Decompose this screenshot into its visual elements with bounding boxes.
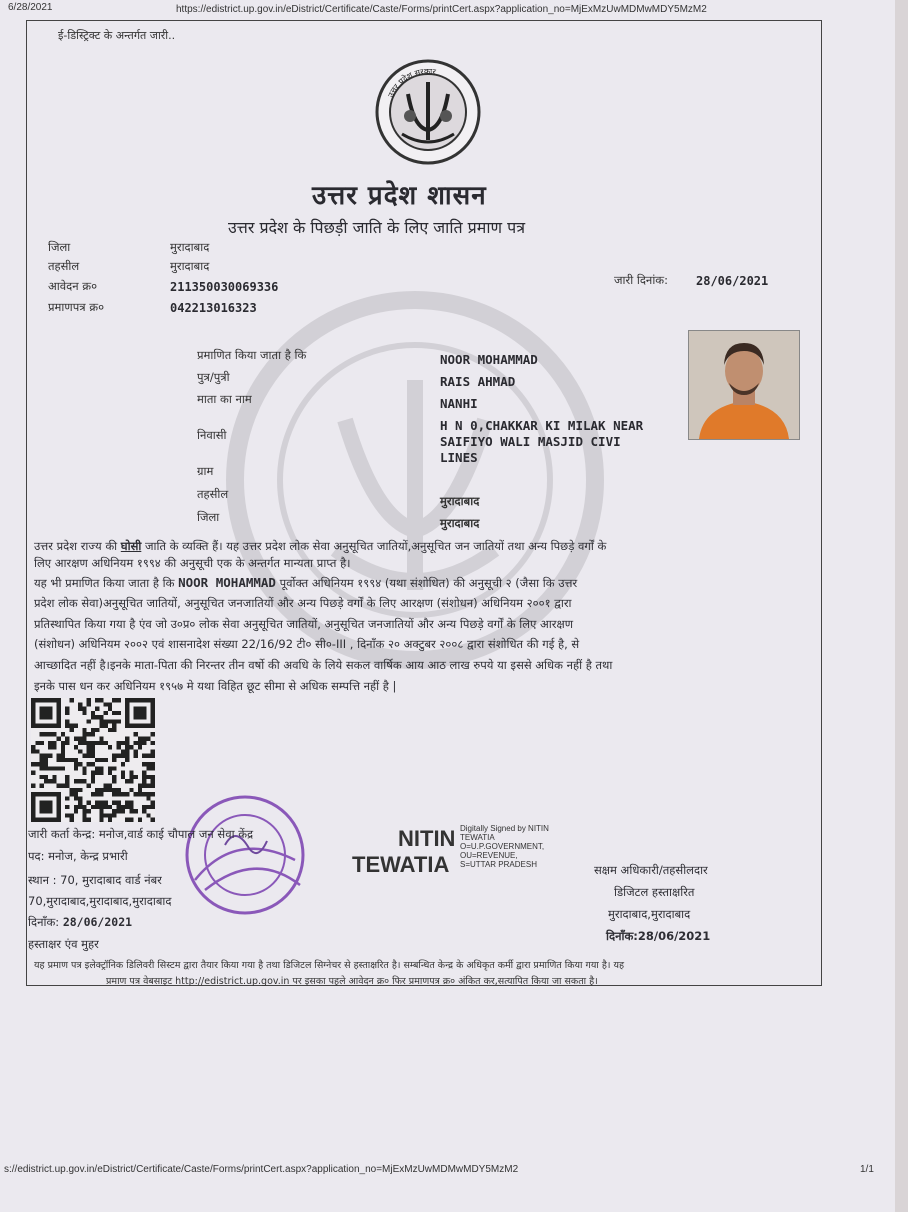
body-paragraph-2-line-4: (संशोधन) अधिनियम २००२ एवं शासनादेश संख्या 22/16/92 टी० सी०-III , दिनाँक २० अक्टुबर २००८ द्वारा संशोधित की गई है, से [34,637,580,651]
parent-label: पुत्र/पुत्री [197,370,230,384]
signature-seal-label: हस्ताक्षर एंव मुहर [28,937,99,951]
authority-place: मुरादाबाद,मुरादाबाद [608,907,691,921]
body-paragraph-2-line-2: प्रदेश लोक सेवा)अनुसूचित जातियों, अनुसूचित जनजातियों और अन्य पिछड़े वर्गों के लिए आरक्षण (संशोधन) अधिनियम २००१ द्वारा [34,596,572,610]
certificate-number-label: प्रमाणपत्र क्र० [48,300,105,314]
certificate-number-value: 042213016323 [170,301,257,315]
detail-tehsil-label: तहसील [197,487,229,501]
body-paragraph-1-line-2: लिए आरक्षण अधिनियम १९९४ की अनुसूची एक के अन्तर्गत मान्यता प्राप्त है। [34,556,351,570]
issue-date-label: जारी दिनांक: [614,273,669,287]
page-title: उत्तर प्रदेश शासन [312,181,487,211]
village-label: ग्राम [197,464,214,478]
authority-digital: डिजिटल हस्ताक्षरित [614,885,695,899]
authority-date: दिनाँक:28/06/2021 [606,929,711,943]
qr-code [30,698,156,822]
body-paragraph-2-line-6: इनके पास धन कर अधिनियम १९५७ मे यथा विहित छूट सीमा से अधिक सम्पत्ति नहीं है | [34,679,397,693]
footnote-line-1: यह प्रमाण पत्र इलेक्ट्रॉनिक डिलिवरी सिस्टम द्वारा तैयार किया गया है तथा डिजिटल सिग्नेचर से हस्ताक्षरित है। सम्बन्धित केन्द्र के अधिकृत कर्मी द्वारा प्रमाणित किया गया है। यह [34,960,625,971]
mother-name: NANHI [440,396,478,411]
watermark-emblem-icon [225,290,605,670]
address-line-1: H N 0,CHAKKAR KI MILAK NEAR [440,418,644,433]
meta-district-label: जिला [48,240,71,254]
detail-tehsil-value: मुरादाबाद [440,494,480,508]
mother-label: माता का नाम [197,392,252,406]
body-paragraph-2-line-5: आच्छादित नहीं है।इनके माता-पिता की निरन्तर तीन वर्षो की अवधि के लिये सकल वार्षिक आय आठ लाख रुपये या इससे अधिक नहीं है तथा [34,658,613,672]
body-paragraph-1-line-1: उत्तर प्रदेश राज्य की घोसी जाति के व्यक्ति हैं। यह उत्तर प्रदेश लोक सेवा अनुसूचित जातियों,अनुसूचित जन जातियों तथा अन्य पिछड़े वर्गों के [34,539,607,553]
application-number-label: आवेदन क्र० [48,279,98,293]
body-paragraph-2-line-1: यह भी प्रमाणित किया जाता है कि NOOR MOHAMMAD पूर्वोक्त अधिनियम १९९४ (यथा संशोधित) की अनुसूची २ (जैसा कि उत्तर [34,575,578,590]
svg-text:उत्तर प्रदेश सरकार: उत्तर प्रदेश सरकार [386,66,437,99]
body-applicant-name: NOOR MOHAMMAD [178,575,276,590]
issue-date-value: 28/06/2021 [696,274,769,288]
issuer-address: 70,मुरादाबाद,मुरादाबाद,मुरादाबाद [28,894,172,908]
print-page-number: 1/1 [860,1164,874,1175]
issued-under-text: ई-डिस्ट्रिक्ट के अन्तर्गत जारी.. [58,29,176,42]
digital-signature-details: Digitally Signed by NITIN TEWATIA O=U.P.GOVERNMENT, OU=REVENUE, S=UTTAR PRADESH [460,824,549,869]
detail-district-value: मुरादाबाद [440,516,480,530]
authority-title: सक्षम अधिकारी/तहसीलदार [594,863,708,877]
body-paragraph-2-line-3: प्रतिस्थापित किया गया है एंव जो उ०प्र० लोक सेवा अनुसूचित जातियों, अनुसूचित जनजातियों और अन्य पिछड़े वर्गों के लिए आरक्षण [34,617,574,631]
signer-last-name: TEWATIA [352,852,450,877]
print-url: https://edistrict.up.gov.in/eDistrict/Certificate/Caste/Forms/printCert.aspx?application_no=MjExMzUwMDMwMDY5MzM2 [176,4,707,15]
issuer-place: स्थान : 70, मुरादाबाद वार्ड नंबर [28,873,162,887]
address-line-2: SAIFIYO WALI MASJID CIVI [440,434,621,449]
issuer-centre: जारी कर्ता केन्द्र: मनोज,वार्ड काई चौपाल जन सेवा केंद्र [28,827,254,841]
page-subtitle: उत्तर प्रदेश के पिछड़ी जाति के लिए जाति प्रमाण पत्र [228,218,526,237]
address-label: निवासी [197,428,227,442]
detail-district-label: जिला [197,510,220,524]
print-date: 6/28/2021 [8,2,53,13]
footnote-line-2: प्रमाण पत्र वेबसाइट http://edistrict.up.gov.in पर इसका पहले आवेदन क्र० फिर प्रमाणपत्र क्र० अंकित कर,सत्यापित किया जा सकता है। [106,976,598,987]
signer-first-name: NITIN [398,826,456,851]
meta-tehsil-value: मुरादाबाद [170,259,210,273]
father-name: RAIS AHMAD [440,374,516,389]
issuer-designation: पद: मनोज, केन्द्र प्रभारी [28,849,128,863]
official-stamp-icon [175,790,315,920]
meta-tehsil-label: तहसील [48,259,80,273]
applicant-name: NOOR MOHAMMAD [440,352,538,367]
up-government-emblem-icon [372,58,484,166]
application-number-value: 211350030069336 [170,280,279,294]
applicant-photo [688,330,800,440]
address-line-3: LINES [440,450,478,465]
certify-label: प्रमाणित किया जाता है कि [197,348,307,362]
caste-name: घोसी [120,539,142,553]
issuer-date: दिनाँक: 28/06/2021 [28,915,133,929]
print-footer-url: s://edistrict.up.gov.in/eDistrict/Certificate/Caste/Forms/printCert.aspx?application_no=MjExMzUwMDMwMDY5MzM2 [4,1164,519,1175]
meta-district-value: मुरादाबाद [170,240,210,254]
